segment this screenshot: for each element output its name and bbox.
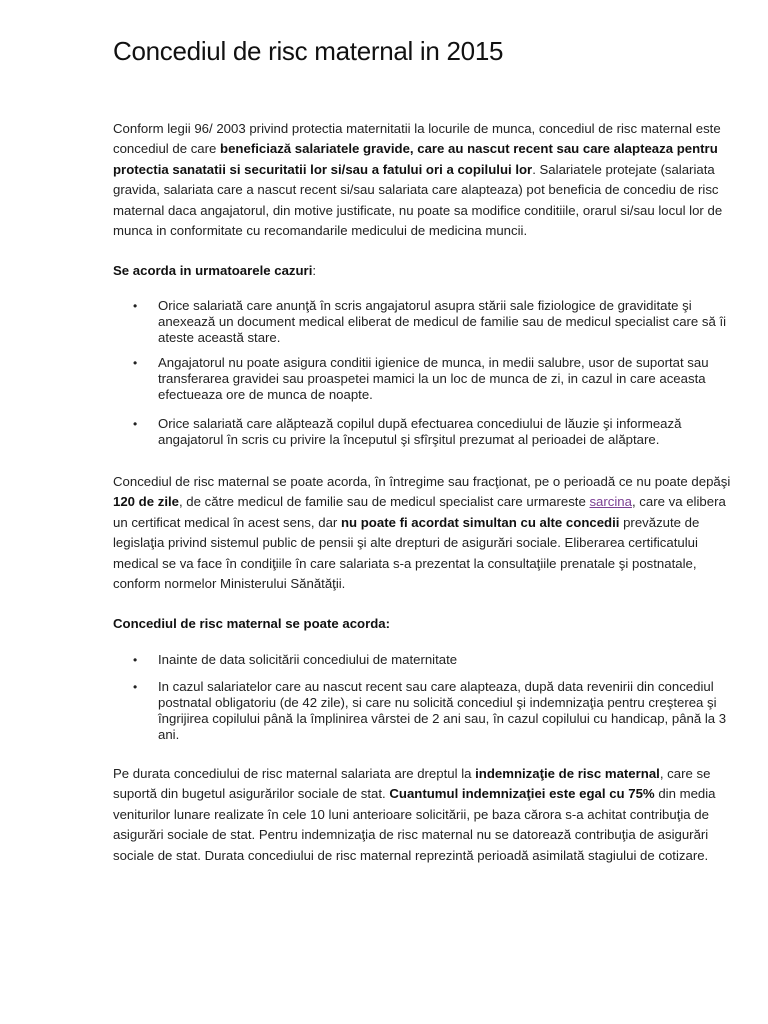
intro-text-2: . Salariatele protejate (salariata gravida, salariata care a nascut recent si/sau salariata care alapteaza) pot beneficia de concediu de risc maternal daca angajatorul, din motive justificate, nu poate sa modifice conditiile, orarul si/sau locul lor de munca in conformitate cu recomandarile medicului de medicina muncii.: [113, 161, 723, 239]
when-heading: [113, 614, 733, 634]
cases-list: [113, 298, 733, 448]
allowance-text-3: din media veniturilor lunare realizate în cele 10 luni anterioare solicitării, pe baza cărora s-a achitat contribuţia de asigurări sociale de stat. Pentru indemnizaţia de risc maternal nu se datorează contribuţia de asigurări sociale de stat. Durata concediului de risc maternal reprezintă perioadă asimilată stagiului de cotizare.: [113, 786, 716, 863]
when-heading-bold: Concediul de risc maternal se poate acorda:: [113, 616, 391, 631]
allowance-text-1: Pe durata concediului de risc maternal salariata are dreptul la: [113, 766, 476, 781]
list-item: • In cazul salariatelor care au nascut recent sau care alapteaza, după data revenirii din concediul postnatal obligatoriu (de 42 zile), si care nu solicită concediul şi indemnizaţia pentru creşterea şi îngrijirea copilului până la împlinirea vârstei de 2 ani sau, în cazul copilului cu handicap, până la 3 ani.: [113, 679, 733, 743]
intro-text-1: Conform legii 96/ 2003 privind protectia maternitatii la locurile de munca, concediul de risc maternal este concediul de care: [113, 121, 721, 157]
duration-paragraph: [113, 472, 733, 594]
intro-paragraph: [113, 119, 733, 241]
intro-bold-1: beneficiază salariatele gravide, care au nascut recent sau care alapteaza pentru protectia sanatatii si securitatii lor si/sau a fatului ori a copilului lor: [113, 141, 718, 177]
cases-heading-colon: :: [312, 263, 317, 278]
list-item: • Angajatorul nu poate asigura conditii igienice de munca, in medii salubre, usor de suportat sau transferarea gravidei sau proaspetei mamici la un loc de munca de zi, in cazul in care aceasta efectueaza ore de munca de noapte.: [113, 355, 733, 403]
duration-text-3: , care va elibera un certificat medical în acest sens, dar: [113, 494, 726, 530]
list-item: • Orice salariată care anunţă în scris angajatorul asupra stării sale fiziologice de graviditate şi anexează un document medical eliberat de medicul de familie sau de medicul specialist care să îi ateste această stare.: [113, 298, 733, 346]
page-title: Concediul de risc maternal in 2015: [113, 36, 504, 66]
duration-text-1: Concediul de risc maternal se poate acorda, în întregime sau fracţionat, pe o perioadă ce nu poate depăşi: [113, 474, 731, 489]
cases-heading: [113, 261, 733, 281]
list-item: • Orice salariată care alăptează copilul după efectuarea concediului de lăuzie şi informează angajatorul în scris cu privire la începutul şi sfîrşitul prezumat al perioadei de alăptare.: [113, 416, 733, 448]
allowance-text-2: , care se suportă din bugetul asigurărilor sociale de stat.: [113, 766, 711, 802]
duration-text-4: prevăzute de legislaţia privind sistemul public de pensii şi alte drepturi de asigurări sociale. Eliberarea certificatului medical se va face în condiţiile în care salariata s-a prezentat la consultaţiile prenatale şi postnatale, conform normelor Ministerului Sănătăţii.: [113, 514, 700, 592]
when-list: [113, 652, 733, 743]
allowance-bold-2: Cuantumul indemnizaţiei este egal cu 75%: [389, 786, 655, 802]
sarcina-link[interactable]: sarcina: [589, 494, 632, 510]
allowance-bold-1: indemnizaţie de risc maternal: [475, 766, 660, 781]
allowance-paragraph: [113, 764, 733, 866]
duration-bold-1: 120 de zile: [113, 494, 179, 510]
cases-heading-bold: Se acorda in urmatoarele cazuri: [113, 263, 313, 278]
duration-bold-2: nu poate fi acordat simultan cu alte concedii: [340, 514, 620, 530]
list-item: • Inainte de data solicitării concediului de maternitate: [113, 652, 733, 668]
duration-text-2: , de către medicul de familie sau de medicul specialist care urmareste: [178, 494, 590, 510]
